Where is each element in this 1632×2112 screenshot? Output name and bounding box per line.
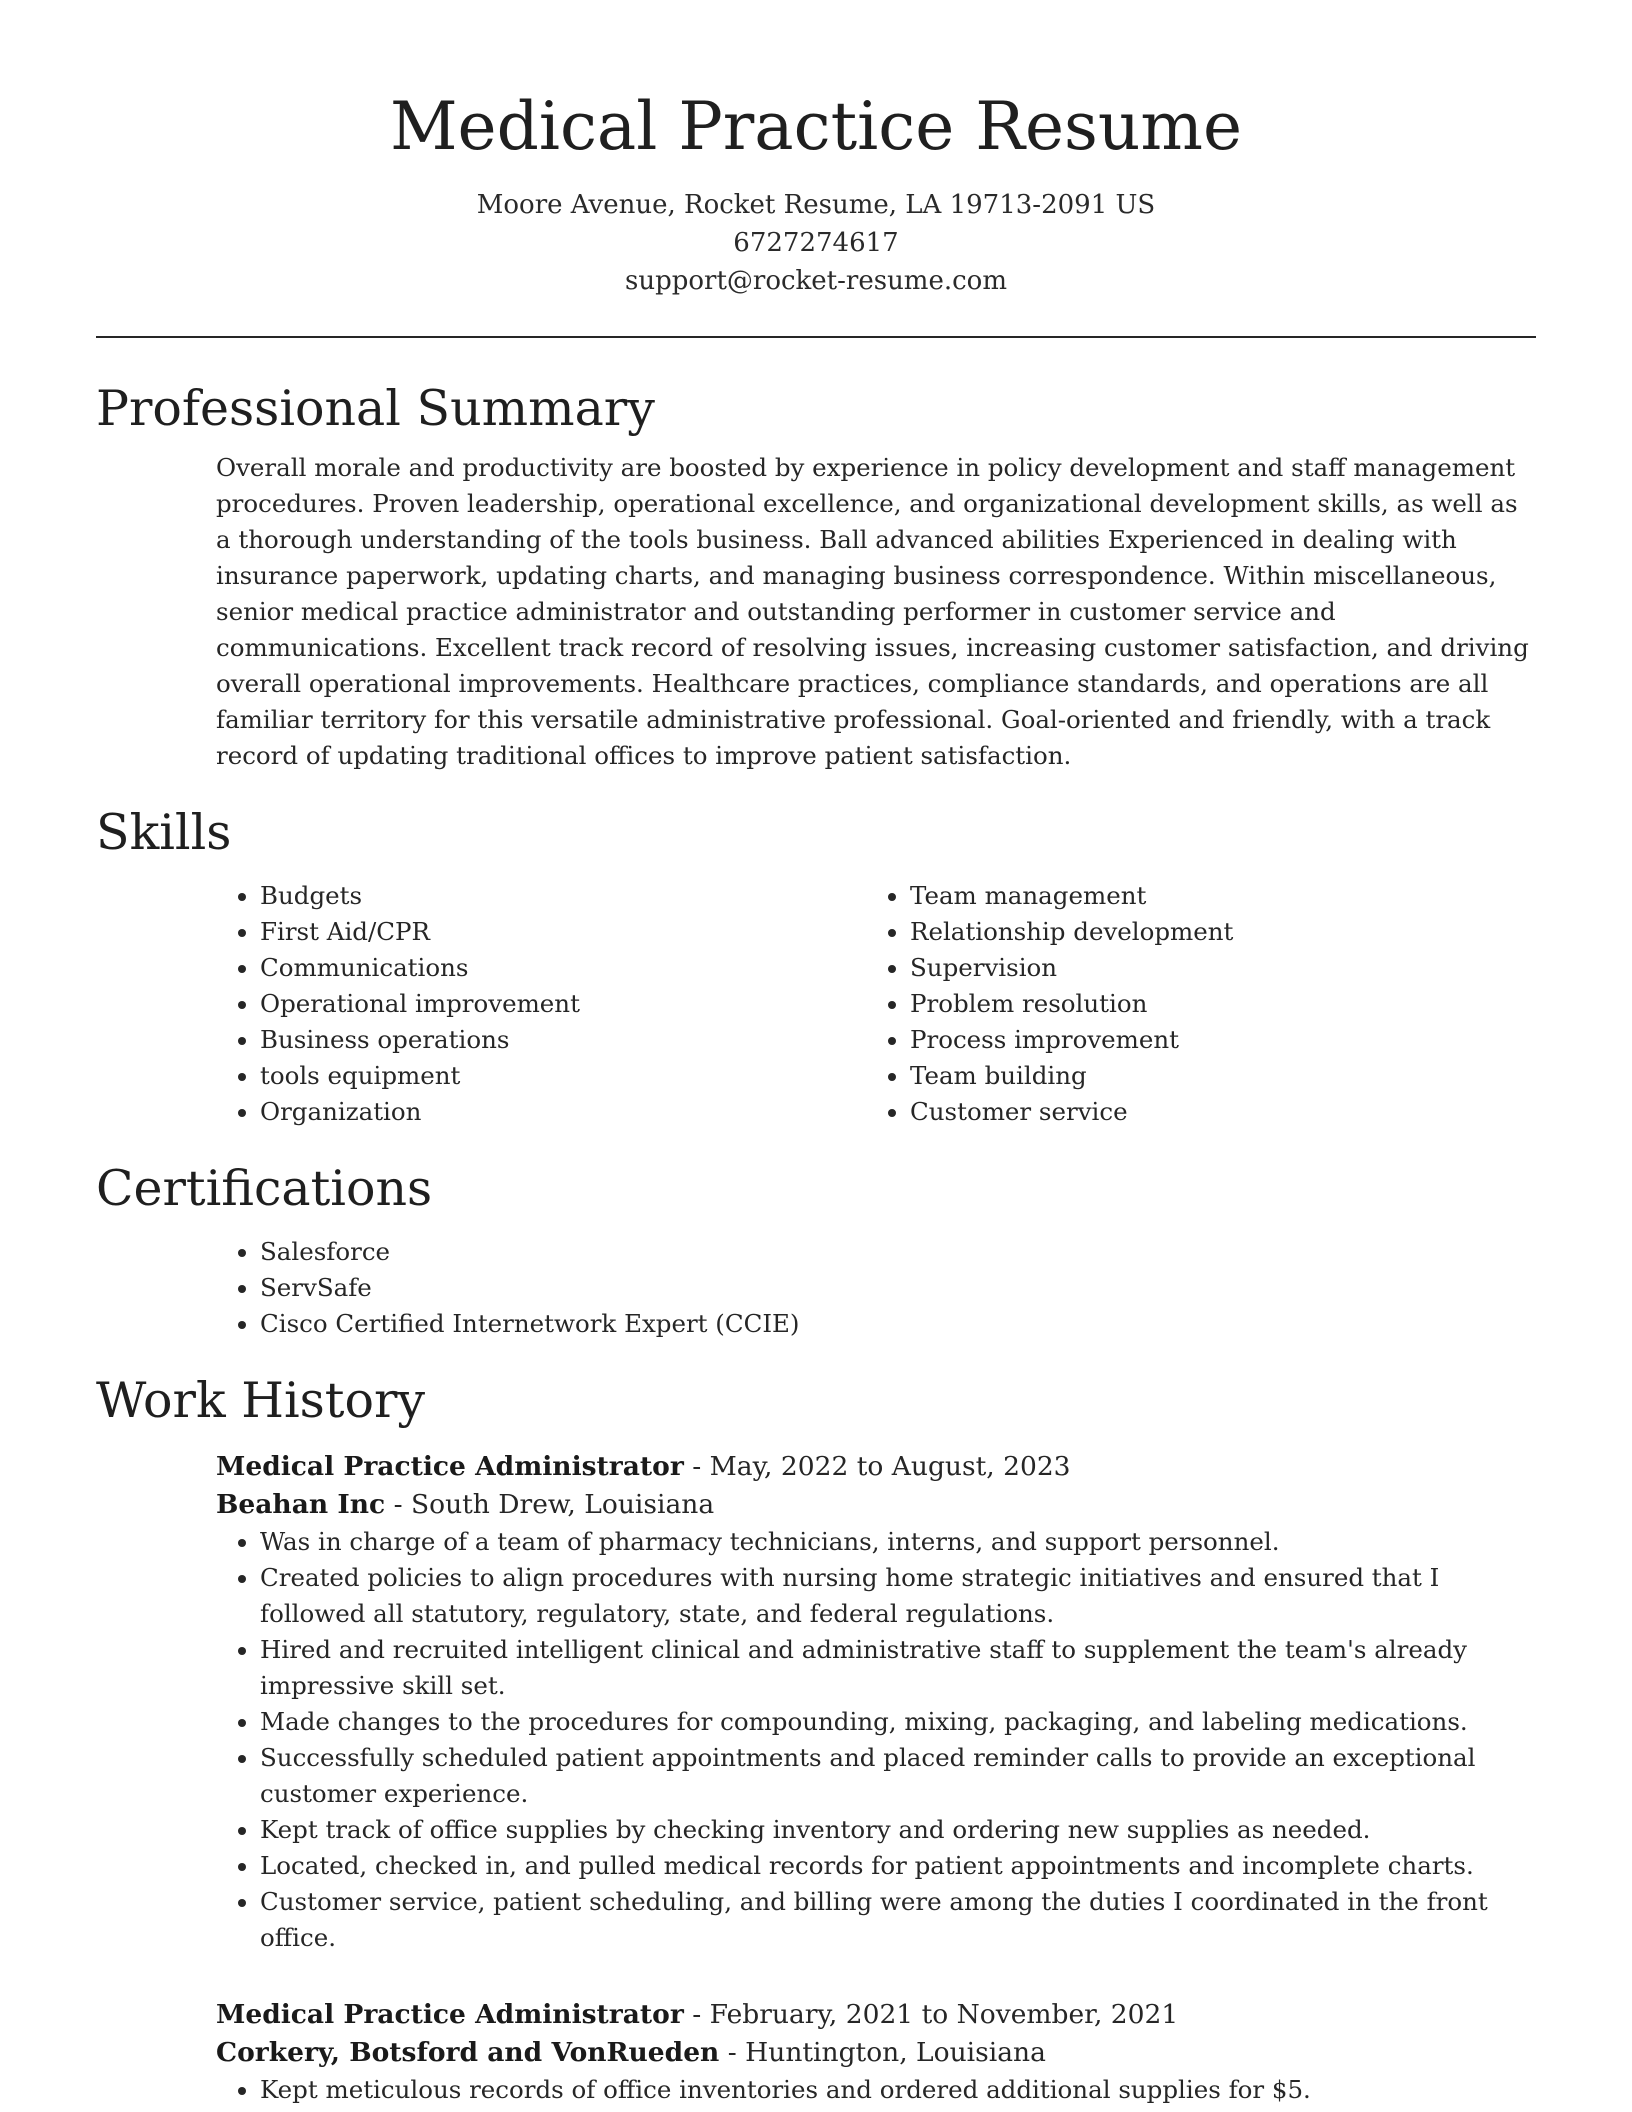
job-duty-item: • Kept meticulous records of office inventories and ordered additional supplies for $5. [260, 2072, 1536, 2108]
skill-item: • Supervision [910, 950, 1516, 986]
job-duty-item: • Located, checked in, and pulled medical records for patient appointments and incomplete charts. [260, 1848, 1536, 1884]
job-entry [216, 1996, 1536, 2108]
skill-item: • First Aid/CPR [260, 914, 866, 950]
job-location: Huntington, Louisiana [745, 2037, 1046, 2068]
resume-header [96, 0, 1536, 300]
resume-page [96, 0, 1536, 2108]
resume-name: Medical Practice Resume [389, 88, 1243, 165]
skill-item: • tools equipment [260, 1058, 866, 1094]
job-company-line [216, 1486, 1536, 1524]
skill-item: • Budgets [260, 878, 866, 914]
job-separator: - [683, 1451, 710, 1482]
job-duty-item: • Was in charge of a team of pharmacy technicians, interns, and support personnel. [260, 1524, 1536, 1560]
skill-item: • Customer service [910, 1094, 1516, 1130]
skill-item: • Process improvement [910, 1022, 1516, 1058]
contact-info [96, 186, 1536, 300]
job-separator: - [385, 1489, 411, 1520]
contact-email: support@rocket-resume.com [624, 266, 1007, 296]
job-company-line [216, 2034, 1536, 2072]
work-history-section [96, 1368, 1536, 2108]
job-duty-item: • Customer service, patient scheduling, and billing were among the duties I coordinated in the front office. [260, 1884, 1536, 1956]
skills-list-right [866, 878, 1516, 1130]
job-title-line [216, 1996, 1536, 2034]
certification-item: • Cisco Certified Internetwork Expert (CCIE) [260, 1306, 1536, 1342]
job-duty-item: • Made changes to the procedures for compounding, mixing, packaging, and labeling medications. [260, 1704, 1536, 1740]
job-duty-item: • Created policies to align procedures with nursing home strategic initiatives and ensured that I followed all statutory, regulatory, state, and federal regulations. [260, 1560, 1536, 1632]
contact-address: Moore Avenue, Rocket Resume, LA 19713-2091 US [476, 190, 1156, 220]
skill-item: • Relationship development [910, 914, 1516, 950]
job-entry [216, 1448, 1536, 1956]
summary-body [216, 450, 1536, 774]
skills-column-left [216, 878, 866, 1130]
job-title-line [216, 1448, 1536, 1486]
skills-section [96, 800, 1536, 1130]
skills-grid [216, 878, 1536, 1130]
certifications-section [96, 1156, 1536, 1342]
job-title: Medical Practice Administrator [216, 1999, 684, 2030]
certification-item: • Salesforce [260, 1234, 1536, 1270]
job-location: South Drew, Louisiana [410, 1489, 715, 1520]
job-company: Beahan Inc [216, 1489, 386, 1520]
section-title-work-history: Work History [96, 1372, 426, 1429]
skills-column-right [866, 878, 1516, 1130]
job-duty-item: • Hired and recruited intelligent clinical and administrative staff to supplement the team's already impressive skill set. [260, 1632, 1536, 1704]
contact-phone: 6727274617 [733, 228, 899, 258]
certification-item: • ServSafe [260, 1270, 1536, 1306]
professional-summary-section [96, 376, 1536, 774]
certifications-body [216, 1234, 1536, 1342]
summary-text: Overall morale and productivity are boosted by experience in policy development and staff management procedures. Proven leadership, operational excellence, and organizational development skills, as well as a thorough understanding of the tools business. Ball advanced abilities Experienced in dealing with insurance paperwork, updating charts, and managing business correspondence. Within miscellaneous, senior medical practice administrator and outstanding performer in customer service and communications. Excellent track record of resolving issues, increasing customer satisfaction, and driving overall operational improvements. Healthcare practices, compliance standards, and operations are all familiar territory for this versatile administrative professional. Goal-oriented and friendly, with a track record of updating traditional offices to improve patient satisfaction. [216, 453, 1529, 770]
job-title: Medical Practice Administrator [216, 1451, 684, 1482]
skills-list-left [216, 878, 866, 1130]
job-company: Corkery, Botsford and VonRueden [216, 2037, 720, 2068]
skill-item: • Problem resolution [910, 986, 1516, 1022]
job-dates: May, 2022 to August, 2023 [709, 1451, 1071, 1482]
section-title-skills: Skills [96, 804, 232, 861]
section-title-summary: Professional Summary [96, 380, 655, 437]
section-title-certifications: Certifications [96, 1160, 433, 1217]
skill-item: • Operational improvement [260, 986, 866, 1022]
skill-item: • Organization [260, 1094, 866, 1130]
job-dates: February, 2021 to November, 2021 [709, 1999, 1179, 2030]
job-separator: - [683, 1999, 710, 2030]
job-separator: - [719, 2037, 746, 2068]
job-duties-list [216, 2072, 1536, 2108]
skill-item: • Team building [910, 1058, 1516, 1094]
job-duty-item: • Kept track of office supplies by checking inventory and ordering new supplies as needed. [260, 1812, 1536, 1848]
skill-item: • Business operations [260, 1022, 866, 1058]
header-divider [96, 336, 1536, 338]
skill-item: • Communications [260, 950, 866, 986]
skill-item: • Team management [910, 878, 1516, 914]
job-duties-list [216, 1524, 1536, 1956]
job-duty-item: • Successfully scheduled patient appointments and placed reminder calls to provide an exceptional customer experience. [260, 1740, 1536, 1812]
certifications-list [216, 1234, 1536, 1342]
